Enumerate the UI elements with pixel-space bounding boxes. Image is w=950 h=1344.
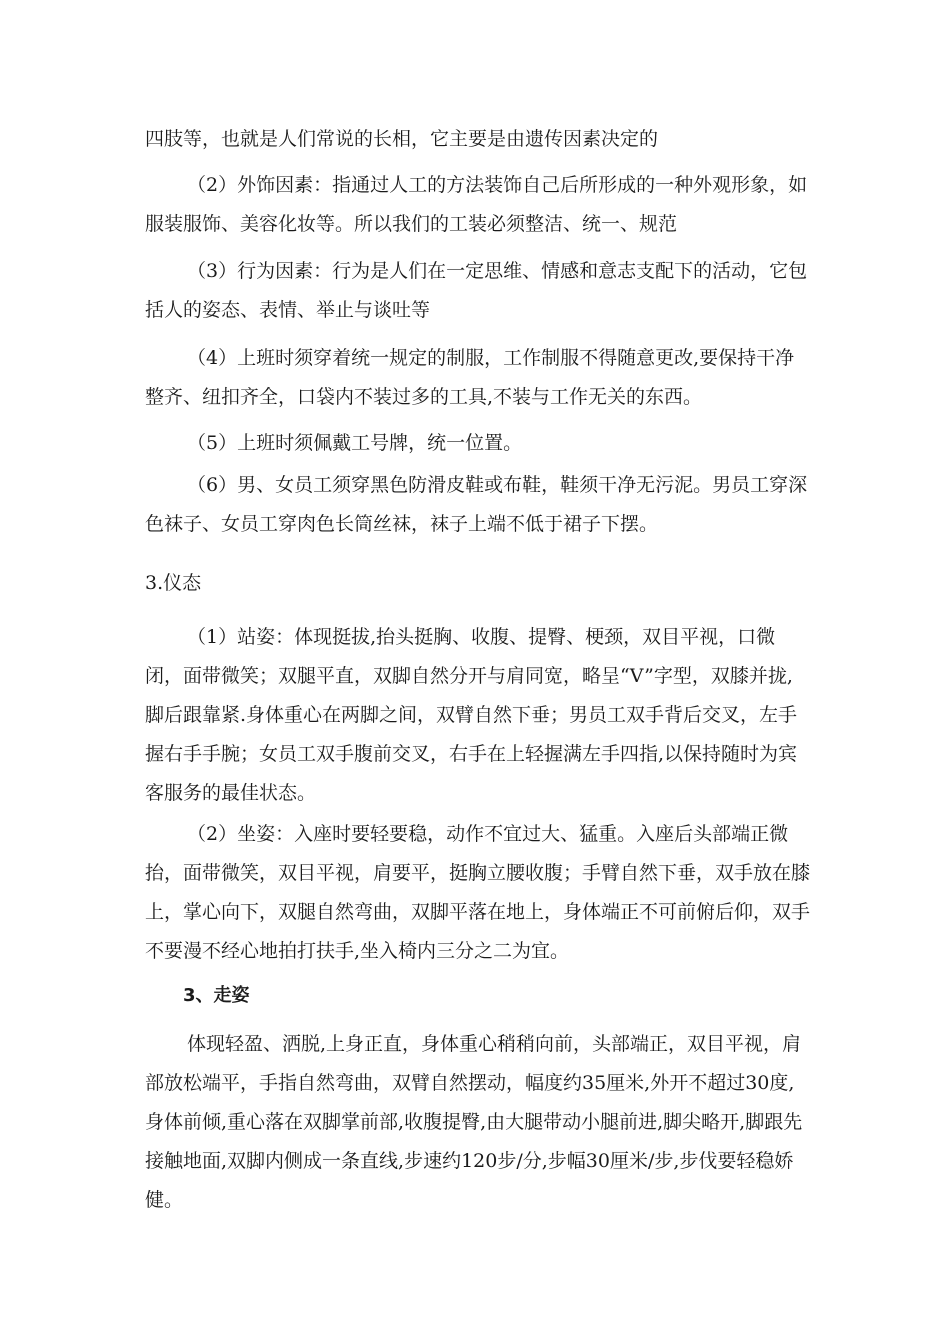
section-heading-walking: 3、走姿	[183, 985, 250, 1006]
section-heading-posture: 3.仪态	[145, 572, 202, 594]
paragraph-decoration-factors: （2）外饰因素：指通过人工的方法装饰自己后所形成的一种外观形象，如服装服饰、美容化妆等。所以我们的工装必须整洁、统一、规范	[145, 174, 808, 235]
paragraph-sitting-posture: （2）坐姿：入座时要轻要稳，动作不宜过大、猛重。入座后头部端正微抬，面带微笑，双目平视，肩要平，挺胸立腰收腹；手臂自然下垂，双手放在膝上，掌心向下，双腿自然弯曲，双脚平落在地上，身体端正不可前俯后仰，双手不要漫不经心地拍打扶手,坐入椅内三分之二为宜。	[145, 823, 811, 962]
paragraph-badge-rules: （5）上班时须佩戴工号牌，统一位置。	[187, 432, 523, 454]
paragraph-walking-posture: 体现轻盈、洒脱,上身正直，身体重心稍稍向前，头部端正，双目平视，肩部放松端平，手指自然弯曲，双臂自然摆动，幅度约35厘米,外开不超过30度,身体前倾,重心落在双脚掌前部,收腹提臀,由大腿带动小腿前进,脚尖略开,脚跟先接触地面,双脚内侧成一条直线,步速约120步/分,步幅30厘米/步,步伐要轻稳娇健。	[145, 1033, 803, 1211]
paragraph-standing-posture: （1）站姿：体现挺拔,抬头挺胸、收腹、提臀、梗颈，双目平视，口微闭，面带微笑；双腿平直，双脚自然分开与肩同宽，略呈“V”字型，双膝并拢,脚后跟靠紧.身体重心在两脚之间，双臂自然下垂；男员工双手背后交叉，左手握右手手腕；女员工双手腹前交叉，右手在上轻握满左手四指,以保持随时为宾客服务的最佳状态。	[145, 626, 798, 804]
paragraph-appearance-factors: 四肢等，也就是人们常说的长相，它主要是由遗传因素决定的	[145, 128, 659, 150]
paragraph-behavior-factors: （3）行为因素：行为是人们在一定思维、情感和意志支配下的活动，它包括人的姿态、表情、举止与谈吐等	[145, 260, 808, 321]
paragraph-shoe-rules: （6）男、女员工须穿黑色防滑皮鞋或布鞋，鞋须干净无污泥。男员工穿深色袜子、女员工穿肉色长筒丝袜，袜子上端不低于裙子下摆。	[145, 474, 808, 535]
paragraph-uniform-rules: （4）上班时须穿着统一规定的制服，工作制服不得随意更改,要保持干净整齐、纽扣齐全，口袋内不装过多的工具,不装与工作无关的东西。	[145, 347, 795, 408]
